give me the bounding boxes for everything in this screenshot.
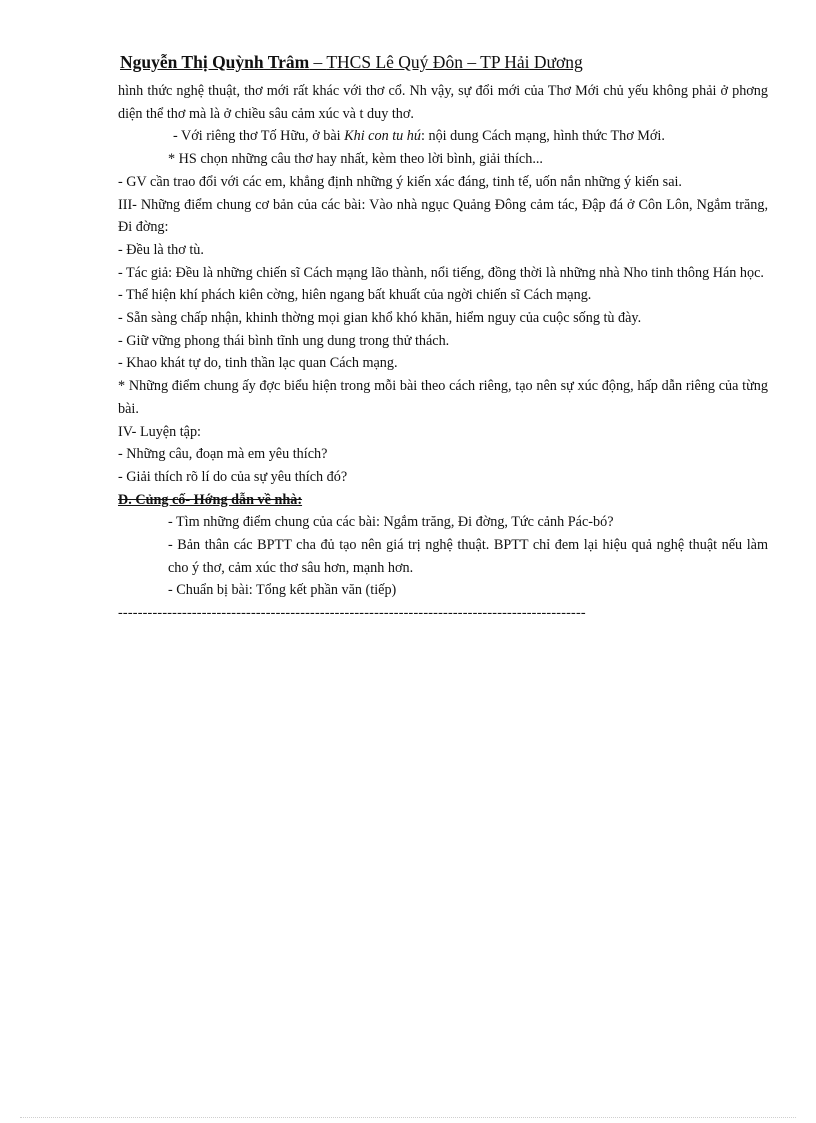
header-school: THCS Lê Quý Đôn – TP Hải Dương [326,52,583,72]
header-separator: – [309,52,327,72]
section-iv-heading: IV- Luyện tập: [118,423,202,440]
list-item: - Những câu, đoạn mà em yêu thích? [118,446,328,463]
paragraph-intro: hình thức nghệ thuật, thơ mới rất khác với thơ cổ. Nh vậy, sự đổi mới của Thơ Mới chủ yếu không phải ở phơng diện thể thơ mà là ở chiều sâu cảm xúc và t duy thơ. [118,83,768,122]
document-body [118,80,768,625]
to-huu-prefix: - Với riêng thơ Tố Hữu, ở bài [173,128,345,145]
paragraph-summary: * Những điểm chung ấy đợc biểu hiện trong mỗi bài theo cách riêng, tạo nên sự xúc động, hấp dẫn riêng của từng bài. [118,378,768,417]
page-header [120,52,583,73]
paragraph-gv-task: - GV cần trao đổi với các em, khẳng định những ý kiến xác đáng, tinh tế, uốn nắn những ý kiến sai. [118,173,682,190]
homework-item: - Bản thân các BPTT cha đủ tạo nên giá trị nghệ thuật. BPTT chỉ đem lại hiệu quả nghệ thuật nếu làm cho ý thơ, cảm xúc thơ sâu hơn, mạnh hơn. [168,537,768,576]
page-bottom-border [20,1117,796,1118]
homework-item: - Chuẩn bị bài: Tổng kết phần văn (tiếp) [168,582,397,599]
homework-item: - Tìm những điểm chung của các bài: Ngắm trăng, Đi đờng, Tức cảnh Pác-bó? [168,514,614,531]
list-item: - Khao khát tự do, tinh thần lạc quan Cách mạng. [118,355,398,372]
list-item: - Đều là thơ tù. [118,241,204,258]
paragraph-hs-task: * HS chọn những câu thơ hay nhất, kèm theo lời bình, giải thích... [168,151,543,168]
list-item: - Thể hiện khí phách kiên cờng, hiên ngang bất khuất của ngời chiến sĩ Cách mạng. [118,287,592,304]
list-item: - Tác giả: Đều là những chiến sĩ Cách mạng lão thành, nổi tiếng, đồng thời là những nhà Nho tinh thông Hán học. [118,264,764,281]
header-author: Nguyễn Thị Quỳnh Trâm [120,52,310,72]
poem-title: Khi con tu hú [344,128,421,145]
paragraph-to-huu [118,125,768,148]
list-item: - Giữ vững phong thái bình tĩnh ung dung trong thử thách. [118,332,450,349]
section-d-heading: D. Củng cố- Hớng dẫn về nhà: [118,491,303,508]
section-iii-heading: III- Những điểm chung cơ bản của các bài: Vào nhà ngục Quảng Đông cảm tác, Đập đá ở Côn Lôn, Ngắm trăng, Đi đờng: [118,196,768,236]
to-huu-suffix: : nội dung Cách mạng, hình thức Thơ Mới. [421,128,665,145]
dashed-divider: ----------------------------------------------------------------------------------------------- [118,605,586,622]
list-item: - Sẵn sàng chấp nhận, khinh thờng mọi gian khổ khó khăn, hiểm nguy của cuộc sống tù đày. [118,310,642,327]
list-item: - Giải thích rõ lí do của sự yêu thích đó? [118,468,348,485]
